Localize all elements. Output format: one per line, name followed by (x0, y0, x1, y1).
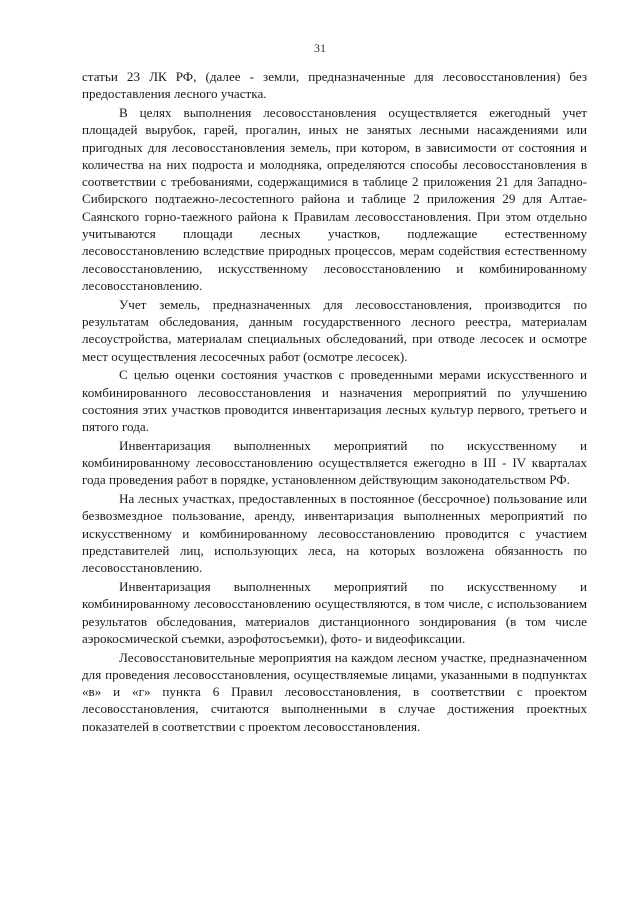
paragraph: Инвентаризация выполненных мероприятий по искусственному и комбинированному лесовосстановлению осуществляются, в том числе, с использованием результатов обследования, материалов дистанционного зондирования (в том числе аэрокосмической съемки, аэрофотосъемки), фото- и видеофиксации. (82, 578, 587, 646)
document-body (82, 68, 587, 736)
paragraph: С целью оценки состояния участков с проведенными мерами искусственного и комбинированного лесовосстановления и назначения мероприятий по улучшению состояния этих участков проводится инвентаризация лесных культур первого, третьего и пятого года. (82, 367, 587, 435)
paragraph: статьи 23 ЛК РФ, (далее - земли, предназначенные для лесовосстановления) без предоставления лесного участка. (82, 69, 587, 102)
paragraph: Учет земель, предназначенных для лесовосстановления, производится по результатам обследования, данным государственного лесного реестра, материалам лесоустройства, материалам специальных обследований, при отводе лесосек и осмотре мест осуществления лесосечных работ (осмотре лесосек). (82, 296, 587, 364)
paragraph: В целях выполнения лесовосстановления осуществляется ежегодный учет площадей вырубок, гарей, прогалин, иных не занятых лесными насаждениями или пригодных для лесовосстановления земель, при котором, в зависимости от состояния и количества на них подроста и молодняка, определяются способы лесовосстановления в соответствии с требованиями, содержащимися в таблице 2 приложения 21 для Западно-Сибирского подтаежно-лесостепного района и таблице 2 приложения 29 для Алтае-Саянского горно-таежного района к Правилам лесовосстановления. При этом отдельно учитываются площади лесных участков, подлежащие естественному лесовосстановлению вследствие природных процессов, мерам содействия естественному лесовосстановлению, искусственному лесовосстановлению и комбинированному лесовосстановлению. (82, 104, 587, 293)
paragraph: Инвентаризация выполненных мероприятий по искусственному и комбинированному лесовосстановлению осуществляется ежегодно в III - IV кварталах года проведения работ в порядке, установленном действующим законодательством РФ. (82, 437, 587, 488)
paragraph: На лесных участках, предоставленных в постоянное (бессрочное) пользование или безвозмездное пользование, аренду, инвентаризация выполненных мероприятий по искусственному и комбинированному лесовосстановлению проводится с участием представителей лиц, использующих леса, на которых возложена обязанность по лесовосстановлению. (82, 491, 587, 576)
paragraph: Лесовосстановительные мероприятия на каждом лесном участке, предназначенном для проведения лесовосстановления, осуществляемые лицами, указанными в подпунктах «в» и «г» пункта 6 Правил лесовосстановления, в соответствии с проектом лесовосстановления, считаются выполненными в случае достижения проектных показателей в соответствии с проектом лесовосстановления. (82, 649, 587, 734)
page-number: 31 (314, 41, 326, 55)
